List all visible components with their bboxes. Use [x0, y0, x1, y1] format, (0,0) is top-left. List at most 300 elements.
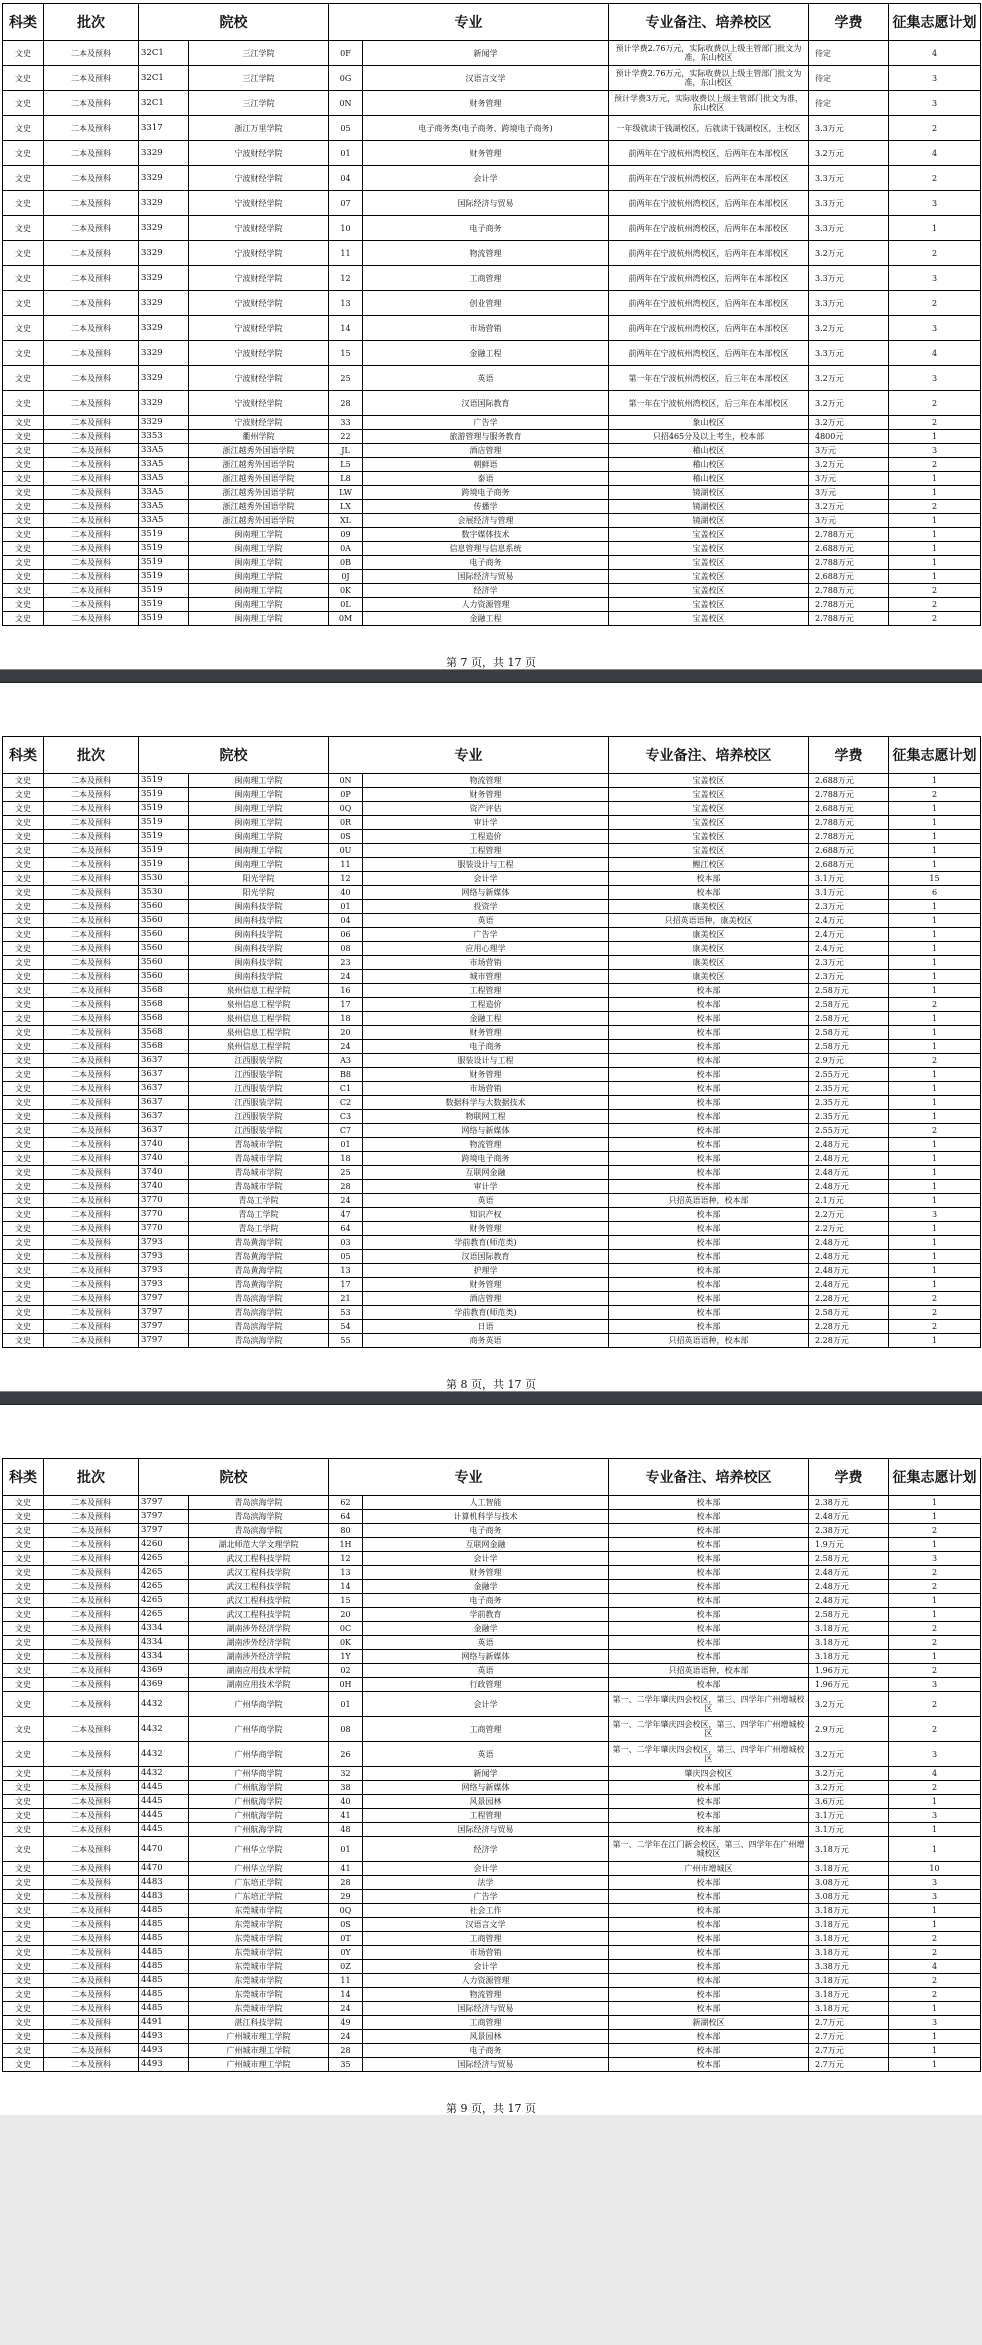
- plan-count-cell: 1: [889, 1236, 981, 1250]
- plan-count-cell: 10: [889, 1862, 981, 1876]
- subject-type-cell: 文史: [3, 1781, 44, 1795]
- major-note-cell: 校本部: [609, 1552, 809, 1566]
- school-code-cell: 4432: [139, 1767, 189, 1781]
- major-code-cell: 0S: [329, 830, 363, 844]
- plan-count-cell: 2: [889, 1717, 981, 1742]
- subject-type-cell: 文史: [3, 1496, 44, 1510]
- major-code-cell: 21: [329, 1292, 363, 1306]
- school-code-cell: 3637: [139, 1082, 189, 1096]
- major-note-cell: 宝盖校区: [609, 830, 809, 844]
- school-name-cell: 湖北师范大学文理学院: [189, 1538, 329, 1552]
- major-name-cell: 信息管理与信息系统: [363, 542, 609, 556]
- tuition-cell: 2.55万元: [809, 1124, 889, 1138]
- tuition-cell: 2.58万元: [809, 1306, 889, 1320]
- subject-type-cell: 文史: [3, 942, 44, 956]
- school-name-cell: 广州航海学院: [189, 1809, 329, 1823]
- tuition-cell: 2.48万元: [809, 1510, 889, 1524]
- tuition-cell: 2.7万元: [809, 2044, 889, 2058]
- major-code-cell: 18: [329, 1012, 363, 1026]
- batch-cell: 二本及预科: [44, 1918, 139, 1932]
- major-name-cell: 财务管理: [363, 91, 609, 116]
- table-row: [3, 1096, 981, 1110]
- batch-cell: 二本及预科: [44, 1026, 139, 1040]
- plan-count-cell: 1: [889, 1180, 981, 1194]
- major-code-cell: 16: [329, 984, 363, 998]
- school-name-cell: 泉州信息工程学院: [189, 984, 329, 998]
- table-row: [3, 872, 981, 886]
- major-code-cell: 25: [329, 366, 363, 391]
- school-code-cell: 3560: [139, 970, 189, 984]
- subject-type-cell: 文史: [3, 1152, 44, 1166]
- school-code-cell: 3793: [139, 1278, 189, 1292]
- major-code-cell: 0Q: [329, 1904, 363, 1918]
- school-code-cell: 4265: [139, 1552, 189, 1566]
- major-note-cell: 康美校区: [609, 970, 809, 984]
- school-code-cell: 33A5: [139, 444, 189, 458]
- batch-cell: 二本及预科: [44, 788, 139, 802]
- major-code-cell: 0J: [329, 570, 363, 584]
- batch-cell: 二本及预科: [44, 514, 139, 528]
- plan-count-cell: 2: [889, 241, 981, 266]
- plan-count-cell: 15: [889, 872, 981, 886]
- major-code-cell: 1Y: [329, 1650, 363, 1664]
- major-note-cell: 康美校区: [609, 928, 809, 942]
- school-name-cell: 东莞城市学院: [189, 1988, 329, 2002]
- major-note-cell: 鲤江校区: [609, 858, 809, 872]
- school-name-cell: 武汉工程科技学院: [189, 1594, 329, 1608]
- major-code-cell: 33: [329, 416, 363, 430]
- tuition-cell: 3.18万元: [809, 1650, 889, 1664]
- plan-count-cell: 6: [889, 886, 981, 900]
- major-note-cell: 校本部: [609, 1918, 809, 1932]
- table-row: [3, 1946, 981, 1960]
- plan-count-cell: 2: [889, 391, 981, 416]
- table-row: [3, 1138, 981, 1152]
- table-row: [3, 1496, 981, 1510]
- batch-cell: 二本及预科: [44, 1904, 139, 1918]
- plan-count-cell: 2: [889, 1580, 981, 1594]
- major-code-cell: 40: [329, 886, 363, 900]
- header-tuition: 学费: [809, 4, 889, 41]
- batch-cell: 二本及预科: [44, 316, 139, 341]
- table-row: [3, 391, 981, 416]
- table-row: [3, 858, 981, 872]
- major-note-cell: 校本部: [609, 1180, 809, 1194]
- major-name-cell: 人力资源管理: [363, 598, 609, 612]
- batch-cell: 二本及预科: [44, 830, 139, 844]
- major-code-cell: 0A: [329, 542, 363, 556]
- table-row: [3, 928, 981, 942]
- tuition-cell: 2.788万元: [809, 612, 889, 626]
- major-note-cell: 校本部: [609, 1054, 809, 1068]
- table-row: [3, 1918, 981, 1932]
- major-name-cell: 服装设计与工程: [363, 858, 609, 872]
- major-code-cell: 12: [329, 872, 363, 886]
- tuition-cell: 2.7万元: [809, 2058, 889, 2072]
- batch-cell: 二本及预科: [44, 1306, 139, 1320]
- batch-cell: 二本及预科: [44, 1082, 139, 1096]
- tuition-cell: 3.2万元: [809, 1692, 889, 1717]
- major-code-cell: 0B: [329, 556, 363, 570]
- subject-type-cell: 文史: [3, 584, 44, 598]
- table-row: [3, 1767, 981, 1781]
- tuition-cell: 2.28万元: [809, 1292, 889, 1306]
- tuition-cell: 2.58万元: [809, 998, 889, 1012]
- tuition-cell: 3.38万元: [809, 1960, 889, 1974]
- major-note-cell: 校本部: [609, 2002, 809, 2016]
- table-row: [3, 430, 981, 444]
- batch-cell: 二本及预科: [44, 1876, 139, 1890]
- school-code-cell: 3797: [139, 1334, 189, 1348]
- table-row: [3, 1012, 981, 1026]
- school-code-cell: 3637: [139, 1096, 189, 1110]
- major-code-cell: 28: [329, 1876, 363, 1890]
- major-name-cell: 汉语国际教育: [363, 391, 609, 416]
- tuition-cell: 2.788万元: [809, 830, 889, 844]
- subject-type-cell: 文史: [3, 1110, 44, 1124]
- major-name-cell: 电子商务: [363, 1524, 609, 1538]
- tuition-cell: 1.96万元: [809, 1664, 889, 1678]
- table-row: [3, 166, 981, 191]
- subject-type-cell: 文史: [3, 216, 44, 241]
- major-code-cell: 0N: [329, 91, 363, 116]
- school-name-cell: 泉州信息工程学院: [189, 1026, 329, 1040]
- tuition-cell: 2.55万元: [809, 1068, 889, 1082]
- table-row: [3, 970, 981, 984]
- batch-cell: 二本及预科: [44, 1890, 139, 1904]
- major-note-cell: 镜湖校区: [609, 500, 809, 514]
- subject-type-cell: 文史: [3, 2030, 44, 2044]
- tuition-cell: 3.1万元: [809, 872, 889, 886]
- tuition-cell: 3.2万元: [809, 1781, 889, 1795]
- tuition-cell: 2.48万元: [809, 1594, 889, 1608]
- school-code-cell: 4470: [139, 1862, 189, 1876]
- school-code-cell: 4485: [139, 1960, 189, 1974]
- school-code-cell: 33A5: [139, 514, 189, 528]
- subject-type-cell: 文史: [3, 341, 44, 366]
- school-name-cell: 青岛滨海学院: [189, 1524, 329, 1538]
- table-row: [3, 1082, 981, 1096]
- major-code-cell: L5: [329, 458, 363, 472]
- table-row: [3, 1278, 981, 1292]
- subject-type-cell: 文史: [3, 570, 44, 584]
- school-name-cell: 江西服装学院: [189, 1068, 329, 1082]
- subject-type-cell: 文史: [3, 886, 44, 900]
- major-code-cell: 23: [329, 956, 363, 970]
- subject-type-cell: 文史: [3, 1862, 44, 1876]
- school-name-cell: 湛江科技学院: [189, 2016, 329, 2030]
- plan-count-cell: 3: [889, 1876, 981, 1890]
- table-row: [3, 1862, 981, 1876]
- batch-cell: 二本及预科: [44, 1264, 139, 1278]
- major-code-cell: 28: [329, 2044, 363, 2058]
- school-name-cell: 广东培正学院: [189, 1890, 329, 1904]
- school-code-cell: 3519: [139, 570, 189, 584]
- major-note-cell: 康美校区: [609, 942, 809, 956]
- school-code-cell: 3519: [139, 612, 189, 626]
- table-row: [3, 984, 981, 998]
- major-note-cell: 前两年在宁波杭州湾校区，后两年在本部校区: [609, 191, 809, 216]
- school-code-cell: 3797: [139, 1306, 189, 1320]
- major-note-cell: 宝盖校区: [609, 802, 809, 816]
- school-name-cell: 宁波财经学院: [189, 416, 329, 430]
- school-name-cell: 湖南应用技术学院: [189, 1664, 329, 1678]
- batch-cell: 二本及预科: [44, 1974, 139, 1988]
- table-row: [3, 1988, 981, 2002]
- tuition-cell: 3.3万元: [809, 341, 889, 366]
- plan-count-cell: 2: [889, 1974, 981, 1988]
- plan-count-cell: 1: [889, 556, 981, 570]
- school-code-cell: 3637: [139, 1054, 189, 1068]
- school-name-cell: 广州城市理工学院: [189, 2030, 329, 2044]
- table-row: [3, 2058, 981, 2072]
- school-code-cell: 4485: [139, 1904, 189, 1918]
- school-name-cell: 东莞城市学院: [189, 1918, 329, 1932]
- plan-count-cell: 1: [889, 430, 981, 444]
- school-code-cell: 4445: [139, 1795, 189, 1809]
- batch-cell: 二本及预科: [44, 1717, 139, 1742]
- school-name-cell: 湖南涉外经济学院: [189, 1636, 329, 1650]
- major-code-cell: 40: [329, 1795, 363, 1809]
- major-name-cell: 数据科学与大数据技术: [363, 1096, 609, 1110]
- table-row: [3, 1795, 981, 1809]
- major-code-cell: 55: [329, 1334, 363, 1348]
- major-code-cell: 28: [329, 391, 363, 416]
- major-note-cell: 校本部: [609, 1250, 809, 1264]
- major-name-cell: 酒店管理: [363, 1292, 609, 1306]
- plan-count-cell: 1: [889, 1823, 981, 1837]
- major-name-cell: 会计学: [363, 1862, 609, 1876]
- page-gap: [0, 1405, 982, 1455]
- table-row: [3, 1566, 981, 1580]
- header-school: 院校: [139, 737, 329, 774]
- school-name-cell: 衢州学院: [189, 430, 329, 444]
- plan-count-cell: 4: [889, 41, 981, 66]
- school-name-cell: 江西服装学院: [189, 1082, 329, 1096]
- major-name-cell: 工程管理: [363, 1809, 609, 1823]
- major-note-cell: 前两年在宁波杭州湾校区，后两年在本部校区: [609, 216, 809, 241]
- table-row: [3, 141, 981, 166]
- plan-count-cell: 2: [889, 1566, 981, 1580]
- major-code-cell: 24: [329, 1040, 363, 1054]
- major-note-cell: 一年级就读于钱湖校区，后就读于钱湖校区，主校区: [609, 116, 809, 141]
- school-code-cell: 3329: [139, 191, 189, 216]
- plan-count-cell: 3: [889, 1890, 981, 1904]
- major-name-cell: 新闻学: [363, 41, 609, 66]
- batch-cell: 二本及预科: [44, 341, 139, 366]
- subject-type-cell: 文史: [3, 928, 44, 942]
- tuition-cell: 2.788万元: [809, 584, 889, 598]
- major-code-cell: 03: [329, 1236, 363, 1250]
- school-name-cell: 浙江越秀外国语学院: [189, 444, 329, 458]
- batch-cell: 二本及预科: [44, 844, 139, 858]
- school-code-cell: 3519: [139, 556, 189, 570]
- tuition-cell: 2.788万元: [809, 788, 889, 802]
- school-name-cell: 三江学院: [189, 66, 329, 91]
- tuition-cell: 2.3万元: [809, 956, 889, 970]
- table-header-row: [3, 4, 981, 41]
- school-code-cell: 4265: [139, 1608, 189, 1622]
- subject-type-cell: 文史: [3, 66, 44, 91]
- tuition-cell: 3.2万元: [809, 366, 889, 391]
- subject-type-cell: 文史: [3, 1809, 44, 1823]
- major-note-cell: 校本部: [609, 1823, 809, 1837]
- plan-count-cell: 1: [889, 984, 981, 998]
- major-code-cell: L8: [329, 472, 363, 486]
- school-name-cell: 阳光学院: [189, 872, 329, 886]
- table-row: [3, 598, 981, 612]
- table-row: [3, 1904, 981, 1918]
- plan-count-cell: 1: [889, 2030, 981, 2044]
- batch-cell: 二本及预科: [44, 1524, 139, 1538]
- table-row: [3, 116, 981, 141]
- major-name-cell: 财务管理: [363, 141, 609, 166]
- table-row: [3, 1742, 981, 1767]
- major-note-cell: 预计学费2.76万元，实际收费以上级主管部门批文为准，东山校区: [609, 66, 809, 91]
- major-name-cell: 商务英语: [363, 1334, 609, 1348]
- tuition-cell: 3.2万元: [809, 458, 889, 472]
- tuition-cell: 2.788万元: [809, 598, 889, 612]
- major-note-cell: 只招英语语种，校本部: [609, 1194, 809, 1208]
- page-number-footer: 第 9 页，共 17 页: [446, 2102, 536, 2115]
- subject-type-cell: 文史: [3, 1306, 44, 1320]
- subject-type-cell: 文史: [3, 914, 44, 928]
- major-code-cell: 13: [329, 1566, 363, 1580]
- school-name-cell: 闽南理工学院: [189, 570, 329, 584]
- major-name-cell: 金融学: [363, 1622, 609, 1636]
- tuition-cell: 2.688万元: [809, 570, 889, 584]
- school-name-cell: 闽南理工学院: [189, 816, 329, 830]
- table-row: [3, 444, 981, 458]
- subject-type-cell: 文史: [3, 366, 44, 391]
- tuition-cell: 3万元: [809, 472, 889, 486]
- school-name-cell: 东莞城市学院: [189, 1946, 329, 1960]
- document-page: [0, 1455, 982, 2115]
- major-note-cell: 校本部: [609, 1678, 809, 1692]
- subject-type-cell: 文史: [3, 1594, 44, 1608]
- batch-cell: 二本及预科: [44, 528, 139, 542]
- major-note-cell: 第一、二学年在江门新会校区，第三、四学年在广州增城校区: [609, 1837, 809, 1862]
- major-name-cell: 工商管理: [363, 1717, 609, 1742]
- batch-cell: 二本及预科: [44, 774, 139, 788]
- batch-cell: 二本及预科: [44, 1594, 139, 1608]
- major-name-cell: 传播学: [363, 500, 609, 514]
- batch-cell: 二本及预科: [44, 1510, 139, 1524]
- major-name-cell: 会计学: [363, 1552, 609, 1566]
- subject-type-cell: 文史: [3, 1222, 44, 1236]
- plan-count-cell: 1: [889, 1026, 981, 1040]
- batch-cell: 二本及预科: [44, 1862, 139, 1876]
- tuition-cell: 2.9万元: [809, 1054, 889, 1068]
- plan-count-cell: 1: [889, 858, 981, 872]
- plan-count-cell: 2: [889, 116, 981, 141]
- major-note-cell: 稽山校区: [609, 444, 809, 458]
- major-code-cell: 0K: [329, 584, 363, 598]
- batch-cell: 二本及预科: [44, 1767, 139, 1781]
- tuition-cell: 2.58万元: [809, 1012, 889, 1026]
- subject-type-cell: 文史: [3, 970, 44, 984]
- subject-type-cell: 文史: [3, 1236, 44, 1250]
- school-code-cell: 3797: [139, 1320, 189, 1334]
- batch-cell: 二本及预科: [44, 486, 139, 500]
- plan-count-cell: 1: [889, 1650, 981, 1664]
- subject-type-cell: 文史: [3, 1538, 44, 1552]
- major-name-cell: 广告学: [363, 1890, 609, 1904]
- school-name-cell: 浙江越秀外国语学院: [189, 500, 329, 514]
- tuition-cell: 3万元: [809, 514, 889, 528]
- plan-count-cell: 1: [889, 928, 981, 942]
- subject-type-cell: 文史: [3, 1524, 44, 1538]
- tuition-cell: 2.688万元: [809, 844, 889, 858]
- major-name-cell: 广告学: [363, 928, 609, 942]
- plan-count-cell: 1: [889, 1918, 981, 1932]
- table-row: [3, 1636, 981, 1650]
- major-code-cell: 12: [329, 266, 363, 291]
- major-note-cell: 宝盖校区: [609, 774, 809, 788]
- plan-count-cell: 1: [889, 2044, 981, 2058]
- school-name-cell: 宁波财经学院: [189, 266, 329, 291]
- table-row: [3, 886, 981, 900]
- major-note-cell: 校本部: [609, 1524, 809, 1538]
- subject-type-cell: 文史: [3, 316, 44, 341]
- plan-count-cell: 2: [889, 1781, 981, 1795]
- school-code-cell: 3568: [139, 1040, 189, 1054]
- major-name-cell: 应用心理学: [363, 942, 609, 956]
- school-name-cell: 江西服装学院: [189, 1096, 329, 1110]
- major-code-cell: 22: [329, 430, 363, 444]
- table-row: [3, 2016, 981, 2030]
- batch-cell: 二本及预科: [44, 1781, 139, 1795]
- subject-type-cell: 文史: [3, 816, 44, 830]
- school-code-cell: 4334: [139, 1650, 189, 1664]
- batch-cell: 二本及预科: [44, 2002, 139, 2016]
- table-row: [3, 1622, 981, 1636]
- school-name-cell: 广州城市理工学院: [189, 2058, 329, 2072]
- table-row: [3, 956, 981, 970]
- school-name-cell: 闽南科技学院: [189, 914, 329, 928]
- plan-count-cell: 1: [889, 1496, 981, 1510]
- plan-count-cell: 1: [889, 1082, 981, 1096]
- plan-count-cell: 4: [889, 141, 981, 166]
- major-name-cell: 国际经济与贸易: [363, 191, 609, 216]
- subject-type-cell: 文史: [3, 1194, 44, 1208]
- page-separator: [0, 669, 982, 683]
- table-row: [3, 2002, 981, 2016]
- major-name-cell: 会计学: [363, 166, 609, 191]
- school-name-cell: 闽南理工学院: [189, 528, 329, 542]
- major-note-cell: 校本部: [609, 1960, 809, 1974]
- major-note-cell: 校本部: [609, 2058, 809, 2072]
- school-name-cell: 浙江越秀外国语学院: [189, 458, 329, 472]
- subject-type-cell: 文史: [3, 1096, 44, 1110]
- tuition-cell: 3.18万元: [809, 1862, 889, 1876]
- major-code-cell: 18: [329, 1152, 363, 1166]
- header-plan-count: 征集志愿计划: [889, 737, 981, 774]
- subject-type-cell: 文史: [3, 1278, 44, 1292]
- major-note-cell: 宝盖校区: [609, 584, 809, 598]
- tuition-cell: 2.788万元: [809, 528, 889, 542]
- major-name-cell: 金融工程: [363, 1012, 609, 1026]
- subject-type-cell: 文史: [3, 1946, 44, 1960]
- school-name-cell: 广州华立学院: [189, 1837, 329, 1862]
- school-code-cell: 4483: [139, 1876, 189, 1890]
- major-name-cell: 审计学: [363, 816, 609, 830]
- school-name-cell: 宁波财经学院: [189, 166, 329, 191]
- major-name-cell: 朝鲜语: [363, 458, 609, 472]
- tuition-cell: 2.48万元: [809, 1566, 889, 1580]
- plan-count-cell: 1: [889, 472, 981, 486]
- tuition-cell: 3.2万元: [809, 241, 889, 266]
